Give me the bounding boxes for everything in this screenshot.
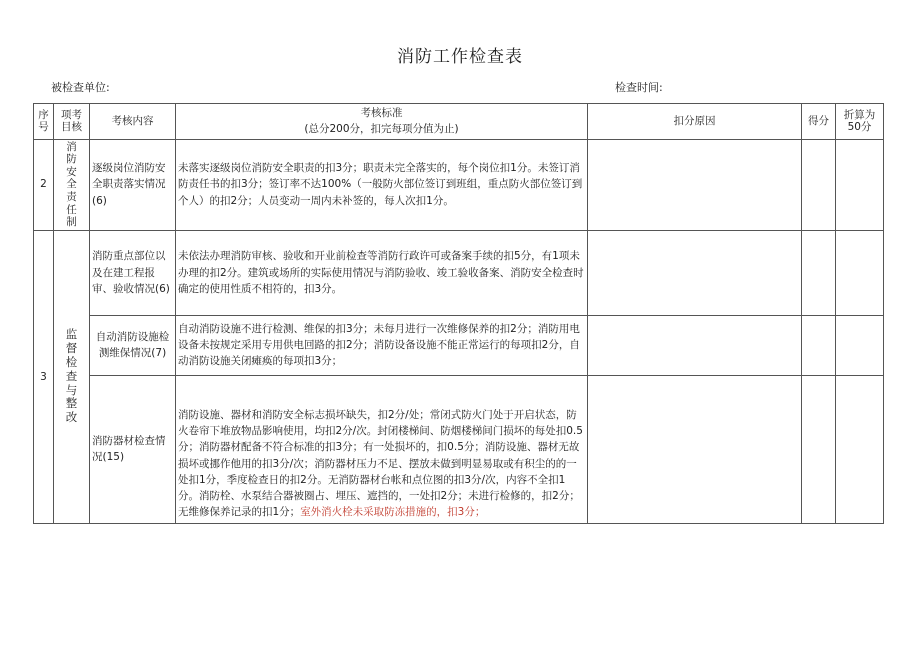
standard-red-text: 室外消火栓未采取防冻措施的，扣3分； — [300, 506, 486, 519]
inspection-time-label: 检查时间: — [615, 81, 663, 94]
score-cell[interactable] — [802, 139, 836, 230]
header-no: 序号 — [34, 104, 54, 140]
row-standard: 未依法办理消防审核、验收和开业前检查等消防行政许可或备案手续的扣5分，有1项未办理的扣2分。建筑或场所的实际使用情况与消防验收、竣工验收备案、消防安全检查时确定的使用性质不相符的，扣3分。 — [176, 230, 588, 315]
row-content: 消防器材检查情况(15) — [90, 375, 176, 523]
row-content: 消防重点部位以及在建工程报审、验收情况(6) — [90, 230, 176, 315]
row-content: 逐级岗位消防安全职责落实情况(6) — [90, 139, 176, 230]
reason-cell[interactable] — [588, 139, 802, 230]
score-cell[interactable] — [802, 230, 836, 315]
header-content: 考核内容 — [90, 104, 176, 140]
row-content: 自动消防设施检测维保情况(7) — [90, 315, 176, 375]
converted-cell[interactable] — [836, 375, 884, 523]
reason-cell[interactable] — [588, 230, 802, 315]
table-row — [34, 315, 884, 375]
row-item: 消防安全责任制 — [54, 139, 90, 230]
row-standard: 未落实逐级岗位消防安全职责的扣3分；职责未完全落实的，每个岗位扣1分。未签订消防责任书的扣3分；签订率不达100%（一般防火部位签订到班组，重点防火部位签订到个人）的扣2分；人员变动一周内未补签的，每人次扣1分。 — [176, 139, 588, 230]
reason-cell[interactable] — [588, 315, 802, 375]
table-row — [34, 139, 884, 230]
header-converted: 折算为50分 — [836, 104, 884, 140]
inspected-unit-label: 被检查单位: — [51, 81, 110, 94]
row-standard: 自动消防设施不进行检测、维保的扣3分；未每月进行一次维修保养的扣2分；消防用电设备未按规定采用专用供电回路的扣2分；消防设备设施不能正常运行的每项扣2分，自动消防设施关闭瘫痪的每项扣3分； — [176, 315, 588, 375]
page-title: 消防工作检查表 — [397, 47, 523, 67]
table-row — [34, 230, 884, 315]
header-standard-title: 考核标准 — [360, 107, 403, 119]
converted-cell[interactable] — [836, 139, 884, 230]
header-standard — [176, 104, 588, 140]
row-no: 3 — [34, 230, 54, 523]
row-item: 监督检查与整改 — [54, 230, 90, 523]
score-cell[interactable] — [802, 375, 836, 523]
header-item: 项考目核 — [54, 104, 90, 140]
table-row — [34, 375, 884, 523]
row-no: 2 — [34, 139, 54, 230]
inspection-table — [33, 103, 884, 524]
header-reason: 扣分原因 — [588, 104, 802, 140]
header-row — [34, 104, 884, 140]
score-cell[interactable] — [802, 315, 836, 375]
standard-text: 消防设施、器材和消防安全标志损坏缺失，扣2分/处；常闭式防火门处于开启状态，防火卷帘下堆放物品影响使用，均扣2分/次。封闭楼梯间、防烟楼梯间门损坏的每处扣0.5分；消防器材配备不符合标准的扣3分；有一处损坏的，扣0.5分；消防设施、器材无故损坏或挪作他用的扣3分/次；消防器材压力不足、摆放未做到明显易取或有积尘的的一处扣1分，季度检查日的扣2分。无消防器材台帐和点位图的扣3分/次，内容不全扣1分。消防栓、水泵结合器被圈占、埋压、遮挡的，一处扣2分；未进行检修的，扣2分；无维修保养记录的扣1分； — [178, 408, 583, 519]
header-score: 得分 — [802, 104, 836, 140]
reason-cell[interactable] — [588, 375, 802, 523]
row-standard — [176, 375, 588, 523]
converted-cell[interactable] — [836, 315, 884, 375]
converted-cell[interactable] — [836, 230, 884, 315]
header-standard-note: (总分200分，扣完每项分值为止) — [304, 123, 459, 136]
